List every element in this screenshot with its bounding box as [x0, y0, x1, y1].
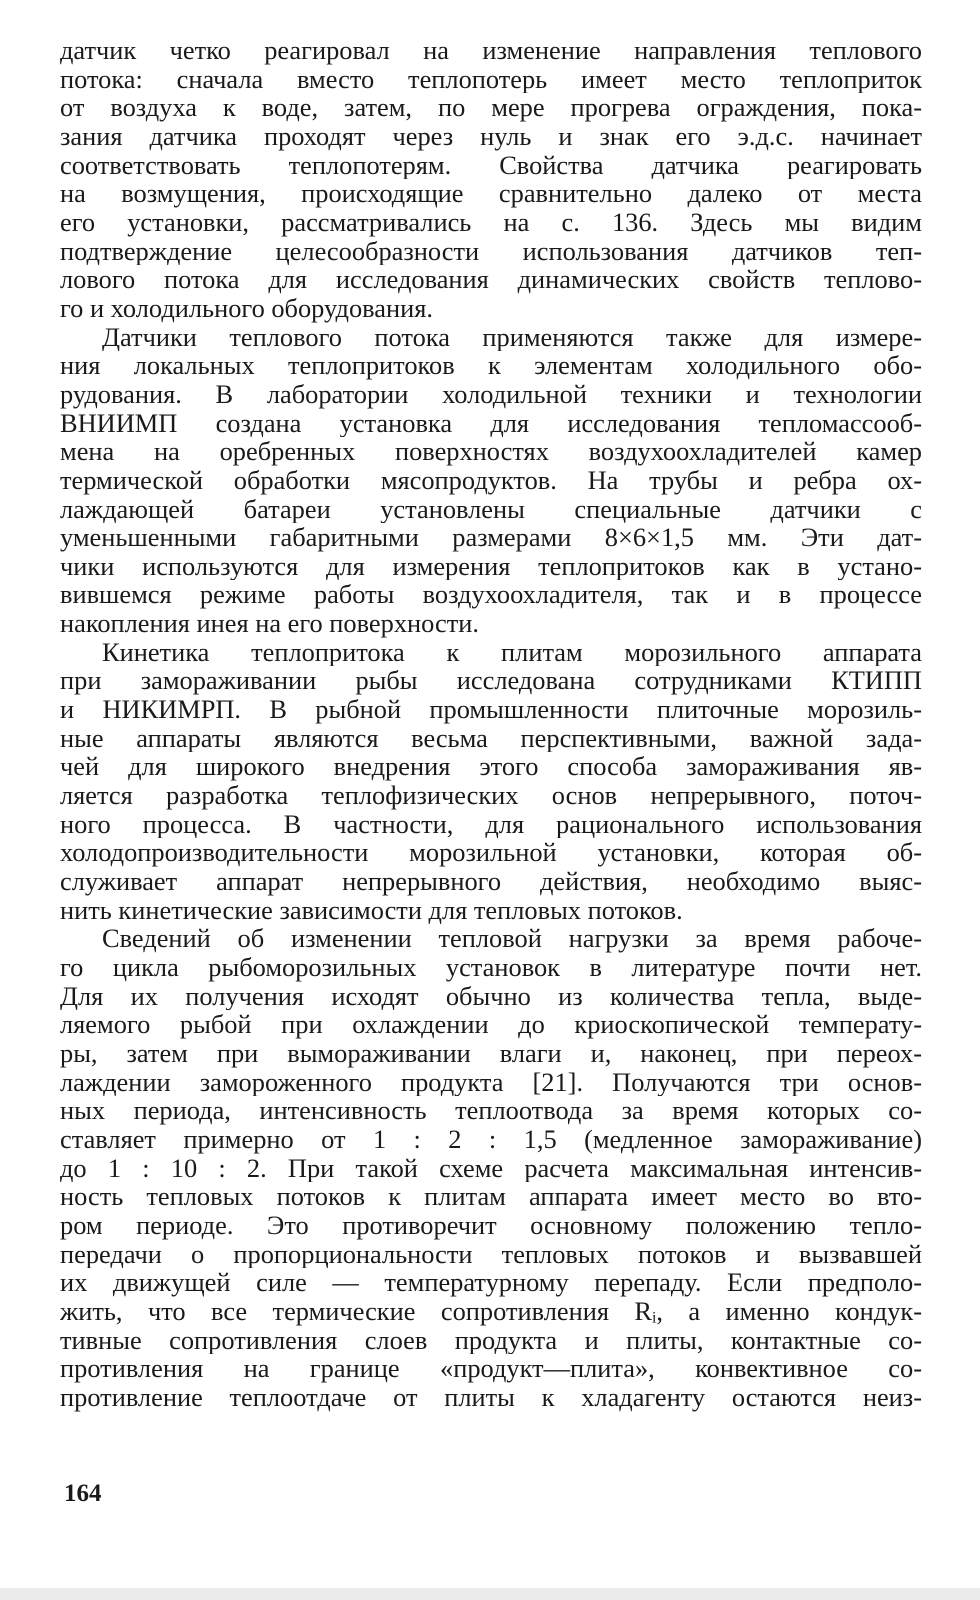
text-line: Датчики теплового потока применяются также для измере- [102, 322, 922, 352]
text-line: подтверждение целесообразности использования датчиков теп- [60, 236, 922, 266]
text-line: Для их получения исходят обычно из количества тепла, выде- [60, 981, 922, 1011]
text-line: рудования. В лаборатории холодильной техники и технологии [60, 379, 922, 409]
text-line: термической обработки мясопродуктов. На трубы и ребра ох- [60, 465, 922, 495]
text-line: ставляет примерно от 1 : 2 : 1,5 (медленное замораживание) [60, 1124, 922, 1154]
text-line: ляется разработка теплофизических основ непрерывного, поточ- [60, 781, 922, 810]
paragraph-1 [60, 36, 922, 323]
text-line: чей для широкого внедрения этого способа замораживания яв- [60, 752, 922, 782]
text-line: ВНИИМП создана установка для исследования тепломассооб- [60, 408, 922, 438]
text-line: Сведений об изменении тепловой нагрузки за время рабоче- [102, 924, 922, 953]
text-line: противление теплоотдаче от плиты к хладагенту остаются неиз- [60, 1382, 922, 1412]
text-line: го и холодильного оборудования. [60, 293, 433, 323]
text-line: при замораживании рыбы исследована сотрудниками КТИПП [60, 666, 922, 696]
text-line: противления на границе «продукт—плита», конвективное со- [60, 1354, 922, 1383]
text-line: нить кинетические зависимости для тепловых потоков. [60, 895, 683, 925]
text-line: их движущей силе — температурному перепаду. Если предполо- [60, 1268, 922, 1297]
text-line: ных периода, интенсивность теплоотвода за время которых со- [60, 1096, 922, 1125]
text-line: лаждающей батареи установлены специальные датчики с [60, 494, 922, 524]
text-line: мена на оребренных поверхностях воздухоохладителей камер [60, 437, 922, 466]
text-line: Кинетика теплопритока к плитам морозильного аппарата [102, 637, 922, 667]
text-line: ром периоде. Это противоречит основному положению тепло- [60, 1210, 922, 1240]
text-line: вившемся режиме работы воздухоохладителя, так и в процессе [60, 580, 922, 610]
text-line: и НИКИМРП. В рыбной промышленности плиточные морозиль- [60, 695, 922, 724]
text-line: накопления инея на его поверхности. [60, 609, 479, 638]
page-text [60, 36, 922, 1412]
text-line: его установки, рассматривались на с. 136. Здесь мы видим [60, 207, 922, 237]
page-number: 164 [64, 1480, 102, 1507]
text-line: ность тепловых потоков к плитам аппарата имеет место во вто- [60, 1182, 922, 1211]
paragraph-3 [60, 638, 922, 925]
paragraph-2 [60, 323, 922, 638]
bottom-edge [0, 1588, 980, 1600]
paragraph-4 [60, 924, 922, 1411]
text-line: ния локальных теплопритоков к элементам холодильного обо- [60, 351, 922, 380]
text-line: ры, затем при вымораживании влаги и, наконец, при переох- [60, 1038, 922, 1068]
text-line: ляемого рыбой при охлаждении до криоскопической температу- [60, 1010, 922, 1039]
text-line: до 1 : 10 : 2. При такой схеме расчета максимальная интенсив- [60, 1153, 922, 1183]
text-line: лаждении замороженного продукта [21]. Получаются три основ- [60, 1067, 922, 1097]
text-line: ного процесса. В частности, для рационального использования [60, 809, 922, 839]
text-line: ные аппараты являются весьма перспективными, важной зада- [60, 723, 922, 753]
text-line: на возмущения, происходящие сравнительно далеко от места [60, 179, 922, 208]
text-line: уменьшенными габаритными размерами 8×6×1,5 мм. Эти дат- [60, 523, 922, 552]
text-line: от воздуха к воде, затем, по мере прогрева ограждения, пока- [60, 93, 922, 122]
text-line: соответствовать теплопотерям. Свойства датчика реагировать [60, 150, 922, 180]
text-line: тивные сопротивления слоев продукта и плиты, контактные со- [60, 1325, 922, 1355]
text-line: лового потока для исследования динамических свойств теплово- [60, 265, 922, 294]
text-line: зания датчика проходят через нуль и знак его э.д.с. начинает [60, 121, 922, 151]
text-line: чики используются для измерения теплопритоков как в устано- [60, 551, 922, 581]
page-footer [64, 1480, 264, 1520]
text-line: го цикла рыбоморозильных установок в литературе почти нет. [60, 953, 922, 982]
text-line: передачи о пропорциональности тепловых потоков и вызвавшей [60, 1239, 922, 1269]
text-line: холодопроизводительности морозильной установки, которая об- [60, 838, 922, 868]
text-line: датчик четко реагировал на изменение направления теплового [60, 36, 922, 65]
text-line: потока: сначала вместо теплопотерь имеет место теплоприток [60, 64, 922, 94]
text-line: служивает аппарат непрерывного действия, необходимо выяс- [60, 867, 922, 896]
text-line: жить, что все термические сопротивления Rᵢ, а именно кондук- [60, 1296, 922, 1326]
